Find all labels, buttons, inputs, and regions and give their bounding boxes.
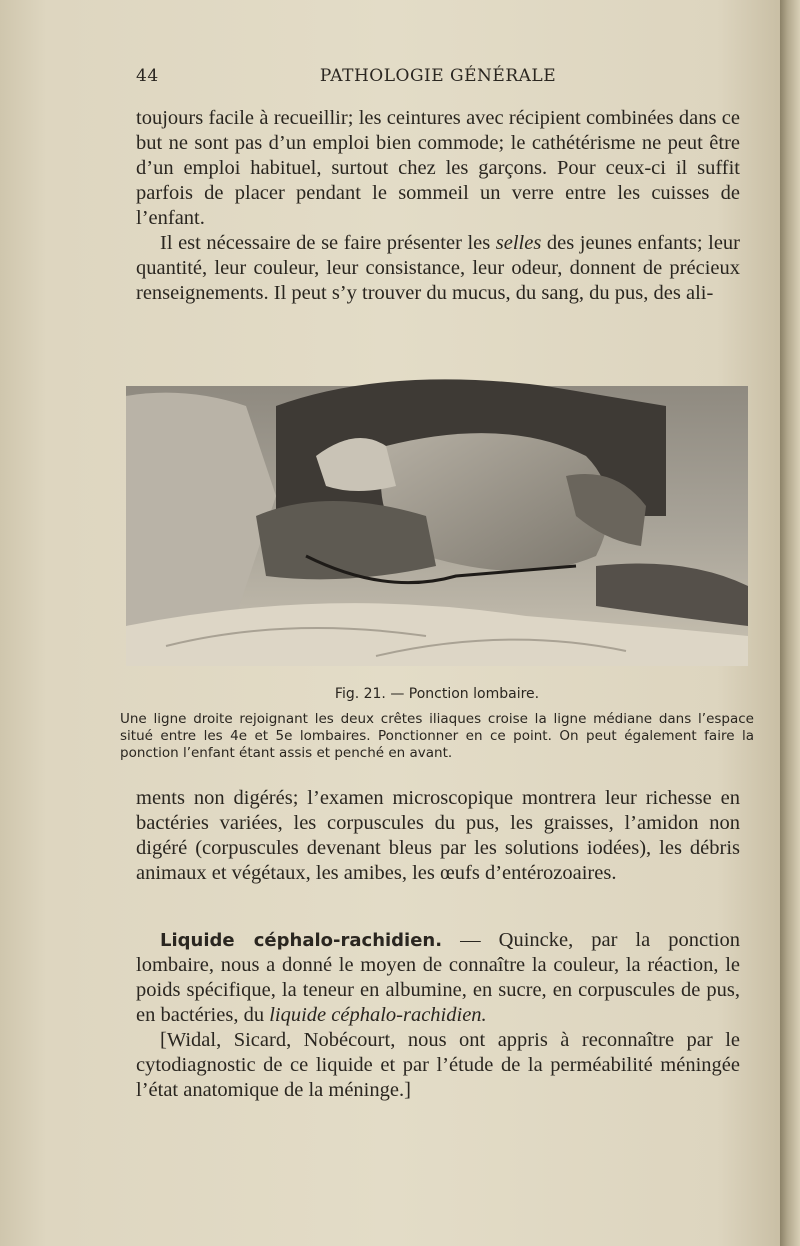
figure-caption xyxy=(120,711,754,762)
section-heading: Liquide céphalo-rachidien. xyxy=(160,930,443,951)
page-edge xyxy=(780,0,800,1246)
lumbar-puncture-illustration xyxy=(126,366,748,678)
running-head: PATHOLOGIE GÉNÉRALE xyxy=(319,66,557,86)
text-block-top xyxy=(136,106,740,306)
figure-illustration xyxy=(126,366,748,678)
page-header xyxy=(136,66,740,92)
text-block-middle xyxy=(136,786,740,886)
paragraph-liquide: Liquide céphalo-rachidien. — Quincke, par la ponction lombaire, nous a donné le moyen de connaître la couleur, la réaction, le poids spécifique, la teneur en albumine, en sucre, en corpuscules de pus, en bactéries, du liquide céphalo-rachidien. xyxy=(136,929,740,1026)
figure-label: Fig. 21. — Ponction lombaire. xyxy=(334,686,540,702)
paragraph-selles: Il est nécessaire de se faire présenter les selles des jeunes enfants; leur quantité, leur couleur, leur consistance, leur odeur, donnent de précieux renseignements. Il peut s’y trouver du mucus, du sang, du pus, des ali- xyxy=(136,232,740,304)
paragraph-widal: [Widal, Sicard, Nobécourt, nous ont appris à reconnaître par le cytodiagnostic de ce liquide et par l’étude de la perméabilité méningée l’état anatomique de la méninge.] xyxy=(136,1029,740,1101)
text-block-bottom xyxy=(136,928,740,1103)
page-number: 44 xyxy=(136,66,159,86)
paragraph-collection: toujours facile à recueillir; les ceintures avec récipient combinées dans ce but ne sont pas d’un emploi bien commode; le cathétérisme ne peut être d’un emploi habituel, surtout chez les garçons. Pour ceux-ci il suffit parfois de placer pendant le sommeil un verre entre les cuisses de l’enfant. xyxy=(136,107,740,229)
figure-caption-text: Une ligne droite rejoignant les deux crêtes iliaques croise la ligne médiane dans l’espace situé entre les 4e et 5e lombaires. Ponctionner en ce point. On peut également faire la ponction l’enfant étant assis et penché en avant. xyxy=(120,711,754,761)
paragraph-digestion: ments non digérés; l’examen microscopique montrera leur richesse en bactéries variées, les corpuscules du pus, les graisses, l’amidon non digéré (corpuscules devenant bleus par les solutions iodées), les débris animaux et végétaux, les amibes, les œufs d’entérozoaires. xyxy=(136,787,740,884)
term-selles: selles xyxy=(495,232,542,254)
term-liquide: liquide céphalo-rachidien. xyxy=(269,1004,487,1026)
